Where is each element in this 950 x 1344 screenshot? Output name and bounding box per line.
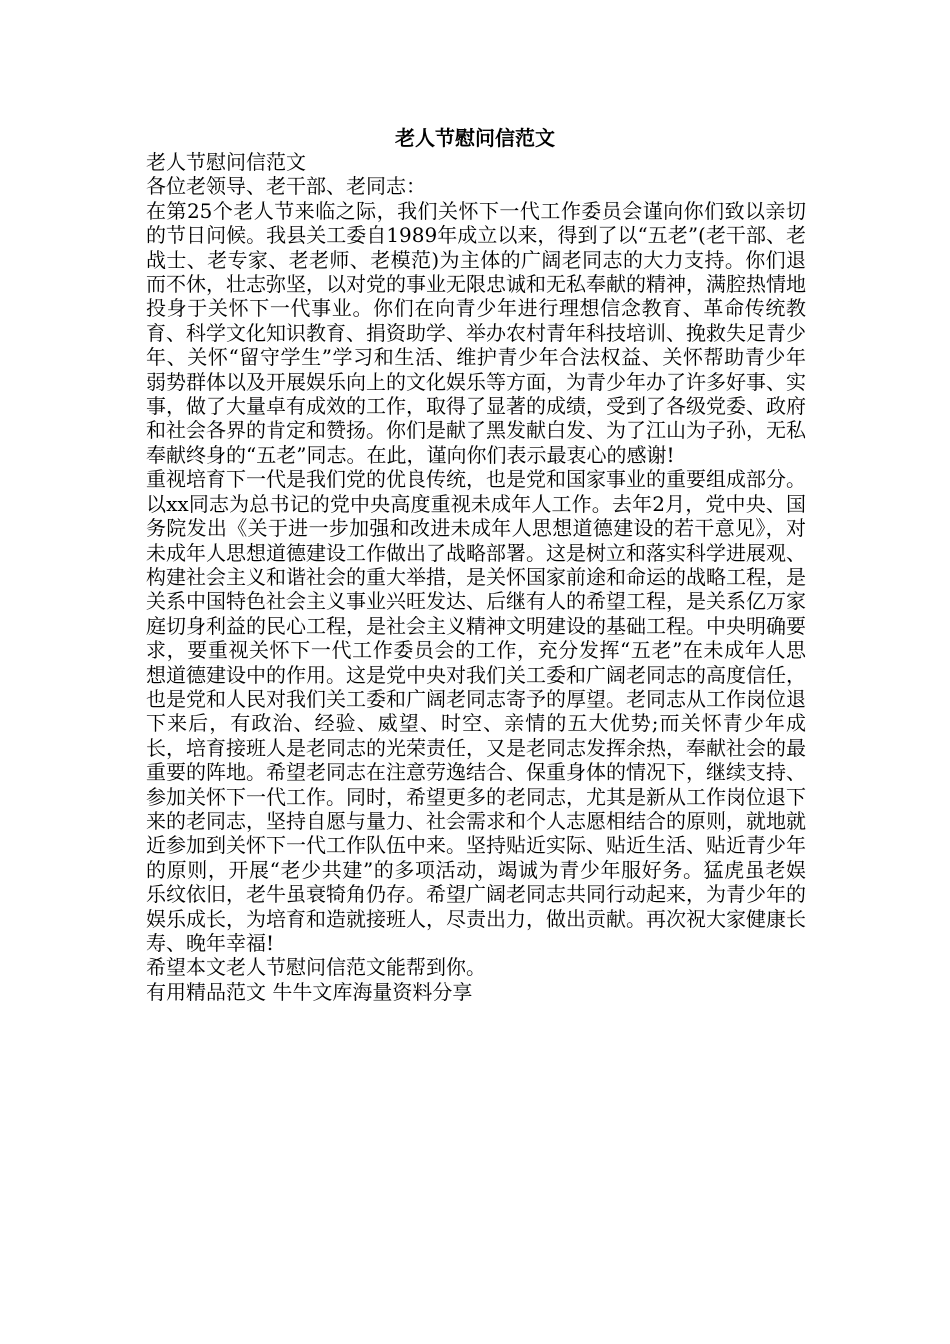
salutation: 各位老领导、老干部、老同志：: [146, 174, 426, 199]
body-paragraph-2: 重视培育下一代是我们党的优良传统，也是党和国家事业的重要组成部分。以xx同志为总书记的党中央高度重视未成年人工作。去年2月，党中央、国务院发出《关于进一步加强和改进未成年人思想道德建设的若干意见》，对未成年人思想道德建设工作做出了战略部署。这是树立和落实科学进展观、构建社会主义和谐社会的重大举措，是关怀国家前途和命运的战略工程，是关系中国特色社会主义事业兴旺发达、后继有人的希望工程，是关系亿万家庭切身利益的民心工程，是社会主义精神文明建设的基础工程。中央明确要求，要重视关怀下一代工作委员会的工作，充分发挥“五老”在未成年人思想道德建设中的作用。这是党中央对我们关工委和广阔老同志的高度信任，也是党和人民对我们关工委和广阔老同志寄予的厚望。老同志从工作岗位退下来后，有政治、经验、威望、时空、亲情的五大优势;而关怀青少年成长，培育接班人是老同志的光荣责任，又是老同志发挥余热，奉献社会的最重要的阵地。希望老同志在注意劳逸结合、保重身体的情况下，继续支持、参加关怀下一代工作。同时，希望更多的老同志，尤其是新从工作岗位退下来的老同志，坚持自愿与量力、社会需求和个人志愿相结合的原则，就地就近参加到关怀下一代工作队伍中来。坚持贴近实际、贴近生活、贴近青少年的原则，开展“老少共建”的多项活动，竭诚为青少年服好务。猛虎虽老娱乐纹依旧，老牛虽衰犄角仍存。希望广阔老同志共同行动起来，为青少年的娱乐成长，为培育和造就接班人，尽责出力，做出贡献。再次祝大家健康长寿、晚年幸福!: [146, 467, 806, 955]
document-body: [146, 150, 806, 1004]
body-heading-line: 老人节慰问信范文: [146, 150, 306, 174]
footer-line: 有用精品范文 牛牛文库海量资料分享: [146, 979, 473, 1004]
body-paragraph-1: 在第25个老人节来临之际，我们关怀下一代工作委员会谨向你们致以亲切的节日问候。我县关工委自1989年成立以来，得到了以“五老”(老干部、老战士、老专家、老老师、老模范)为主体的广阔老同志的大力支持。你们退而不休，壮志弥坚，以对党的事业无限忠诚和无私奉献的精神，满腔热情地投身于关怀下一代事业。你们在向青少年进行理想信念教育、革命传统教育、科学文化知识教育、捐资助学、举办农村青年科技培训、挽救失足青少年、关怀“留守学生”学习和生活、维护青少年合法权益、关怀帮助青少年弱势群体以及开展娱乐向上的文化娱乐等方面，为青少年办了许多好事、实事，做了大量卓有成效的工作，取得了显著的成绩，受到了各级党委、政府和社会各界的肯定和赞扬。你们是献了黑发献白发、为了江山为子孙，无私奉献终身的“五老”同志。在此，谨向你们表示最衷心的感谢!: [146, 198, 806, 467]
closing-line: 希望本文老人节慰问信范文能帮到你。: [146, 955, 486, 980]
document-title: 老人节慰问信范文: [395, 126, 555, 150]
